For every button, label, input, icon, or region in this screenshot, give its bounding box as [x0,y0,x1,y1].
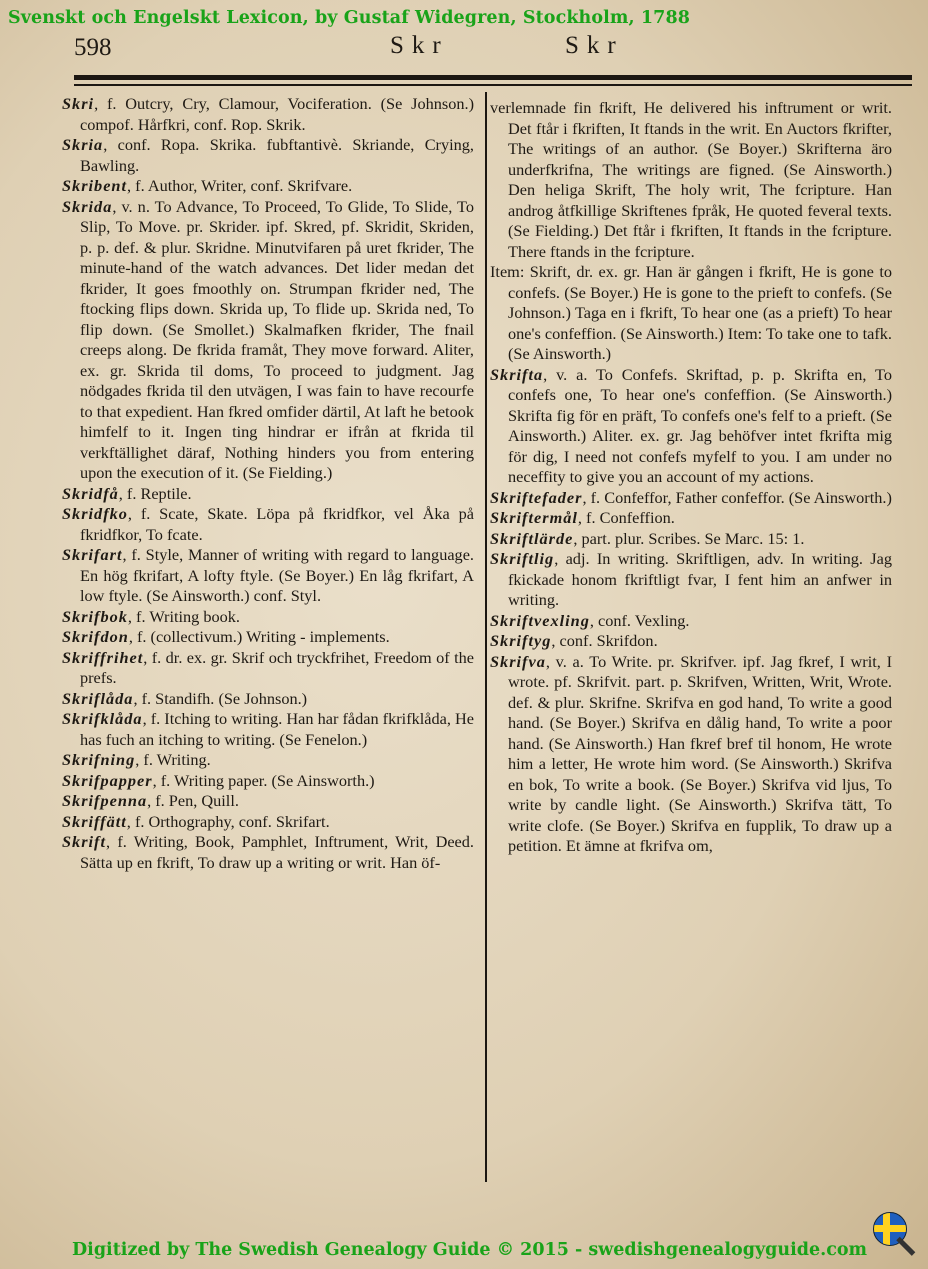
entry-headword: Skriftefader [490,487,583,507]
entry-definition: , v. n. To Advance, To Proceed, To Glide, To Slide, To Slip, To Move. pr. Skrider. ipf. Skred, pf. Skridit, Skriden, p. p. def. & plur. Skridne. Minutvifaren på uret fkrider, The minute-hand of the watch advances. Det lider medan det fkrider, It goes fmoothly on. Strumpan fkrider ned, The ftocking flips down. Skrida up, To flide up. Skrida ned, To flip down. (Se Smollet.) Skalmafken fkrider, The fnail creeps along. De fkrida framåt, They move forward. Aliter, ex. gr. Skrida til doms, To proceed to judgment. Jag nödgades fkrida til den utvägen, I was fain to have recourfe to that expedient. Han fkred omfider därtil, At laft he betook himfelf to it. Ingen ting hindrar er ifrån at fkrida til verkftällighet däraf, Nothing hinders you from entering upon the execution of it. (Se Fielding.) [80,196,474,482]
entry-definition: , f. Style, Manner of writing with regard to language. En hög fkrifart, A lofty ftyle. (Se Boyer.) En låg fkrifart, A low ftyle. (Se Ainsworth.) conf. Styl. [80,545,474,605]
dictionary-entry [490,508,892,529]
banner-credit: Digitized by The Swedish Genealogy Guide © 2015 - swedishgenealogyguide.com [72,1240,868,1260]
entry-headword: Skriftlig [490,549,555,568]
entry-headword: Skridfko [62,504,128,523]
entry-definition: , f. Pen, Quill. [147,791,239,810]
entry-definition: , f. Confeffor, Father confeffor. (Se Ainsworth.) [582,487,892,507]
dictionary-entry [490,98,892,262]
dictionary-entry [62,648,474,689]
entry-definition: , part. plur. Scribes. Se Marc. 15: 1. [573,528,805,548]
dictionary-entry [62,709,474,750]
entry-definition: , adj. In writing. Skriftligen, adv. In writing. Jag fkickade honom fkriftligt fvar, I fent him an anfwer in writing. [508,549,892,609]
entry-definition: , f. Writing, Book, Pamphlet, Inftrument, Writ, Deed. Sätta up en fkrift, To draw up a writing or writ. Han öf- [80,832,474,872]
dictionary-entry [62,176,474,197]
entry-headword: Skriffrihet [62,647,144,667]
entry-headword: Skriflåda [62,688,134,708]
entry-headword: Skriftyg [490,631,552,650]
entry-definition: , conf. Ropa. Skrika. fubftantivè. Skriande, Crying, Bawling. [80,135,474,175]
entry-definition: , f. dr. ex. gr. Skrif och tryckfrihet, Freedom of the prefs. [80,647,474,687]
entry-definition: , v. a. To Write. pr. Skrifver. ipf. Jag fkref, I writ, I wrote. pf. Skrifvit. part. p. Skrifven, Written, Writ, Wrote. def. & plur. Skrifne. Skrifva en god hand, To write a good hand. (Se Boyer.) Skrifva en dålig hand, To write a poor hand. (Se Ainsworth.) Han fkref bref til honom, He wrote him a letter, He wrote him word. (Se Ainsworth.) Skrifva en bok, To write a book. (Se Boyer.) Skrifva vid ljus, To write by candle light. (Se Ainsworth.) Skrifva tätt, To write clofe. (Se Boyer.) Skrifva en fupplik, To draw up a petition. Et ämne at fkrifva om, [508,651,892,855]
entry-definition: , f. Writing book. [127,606,241,626]
dictionary-entry [62,484,474,505]
column-divider [485,92,487,1182]
entry-definition: , conf. Vexling. [589,610,690,630]
entry-definition: , f. Outcry, Cry, Clamour, Vociferation. (Se Johnson.) compof. Hårfkri, conf. Rop. Skrik. [80,94,474,134]
entry-headword: Skria [62,135,104,154]
entry-definition: , f. Scate, Skate. Löpa på fkridfkor, vel Åka på fkridfkor, To fcate. [80,504,474,544]
entry-headword: Skrifklåda [62,709,143,728]
banner-title: Svenskt och Engelskt Lexicon, by Gustaf Widegren, Stockholm, 1788 [8,8,691,28]
dictionary-entry [62,812,474,833]
entry-headword: Skrifart [62,545,123,564]
entry-headword: Skri [62,94,95,113]
entry-definition: , f. Reptile. [118,483,192,503]
dictionary-entry [490,631,892,652]
entry-definition: verlemnade fin fkrift, He delivered his inftrument or writ. Det ftår i fkriften, It ftands in the writ. En Auctors fkrifter, The writings of an author. (Se Boyer.) Skrifterna äro underfkrifna, The writings are figned. (Se Ainsworth.) Den heliga Skrift, The holy writ, The fcripture. Han androg åtfkillige Skriftenes fpråk, He quoted feveral texts. (Se Fielding.) Det ftår i fkriften, It ftands in the fcripture. There ftands in the fcripture. [490,98,892,261]
entry-headword: Skrifpapper [62,770,153,790]
entry-headword: Skrift [62,832,107,851]
entry-headword: Skrida [62,196,113,216]
dictionary-entry [490,529,892,550]
dictionary-entry [62,791,474,812]
entry-definition: , f. Author, Writer, conf. Skrifvare. [127,176,353,195]
dictionary-entry [62,135,474,176]
entry-headword: Skridfå [62,483,119,503]
left-guide-word: Skr [390,32,449,59]
entry-headword: Skriftvexling [490,610,590,630]
entry-headword: Skribent [62,176,128,195]
entry-headword: Skrifva [490,651,546,671]
dictionary-entry [490,262,892,365]
right-guide-word: Skr [565,32,624,59]
entry-definition: , f. Standifh. (Se Johnson.) [133,688,308,708]
right-column [490,98,892,857]
dictionary-entry [490,365,892,488]
dictionary-entry [490,611,892,632]
entry-headword: Skrifbok [62,606,128,626]
dictionary-entry [62,627,474,648]
entry-definition: Item: Skrift, dr. ex. gr. Han är gången i fkrift, He is gone to confefs. (Se Boyer.) He is gone to the prieft to confefs. (Se Johnson.) Taga en i fkrift, To hear one (as a prieft) To hear one's confeffion. (Se Ainsworth.) Item: To take one to tafk. (Se Ainsworth.) [490,262,892,363]
dictionary-entry [62,197,474,484]
entry-headword: Skrifta [490,364,544,384]
entry-definition: , f. Confeffion. [577,508,675,527]
entry-definition: , f. Orthography, conf. Skrifart. [126,811,330,831]
entry-definition: , f. (collectivum.) Writing - implements. [128,627,390,646]
entry-definition: , f. Writing. [135,750,211,769]
dictionary-entry [62,504,474,545]
entry-definition: , v. a. To Confefs. Skriftad, p. p. Skrifta en, To confefs one, To hear one's confeffion. (Se Ainsworth.) Skrifta fig för en präft, To confefs one's felf to a prieft. (Se Ainsworth.) Aliter. ex. gr. Jag behöfver intet fkrifta mig för dig, I need not confefs myfelf to you. I am under no neceffity to give you an account of my actions. [508,364,892,486]
entry-headword: Skrifning [62,750,136,769]
entry-headword: Skriftlärde [490,528,574,548]
entry-definition: , conf. Skrifdon. [551,631,658,650]
dictionary-entry [490,652,892,857]
dictionary-entry [62,607,474,628]
entry-definition: , f. Writing paper. (Se Ainsworth.) [152,770,375,790]
dictionary-entry [62,689,474,710]
entry-headword: Skrifpenna [62,791,148,810]
dictionary-entry [490,488,892,509]
dictionary-entry [62,832,474,873]
header-rule-thick [74,75,912,80]
entry-definition: , f. Itching to writing. Han har fådan fkrifklåda, He has fuch an itching to writing. (Se Fenelon.) [80,709,474,749]
page-number: 598 [74,34,112,61]
dictionary-entry [490,549,892,611]
header-rule-thin [74,84,912,86]
dictionary-entry [62,94,474,135]
entry-headword: Skrifdon [62,627,129,646]
left-column [62,94,474,873]
dictionary-entry [62,545,474,607]
entry-headword: Skriffätt [62,811,127,831]
dictionary-entry [62,750,474,771]
dictionary-entry [62,771,474,792]
entry-headword: Skriftermål [490,508,578,527]
